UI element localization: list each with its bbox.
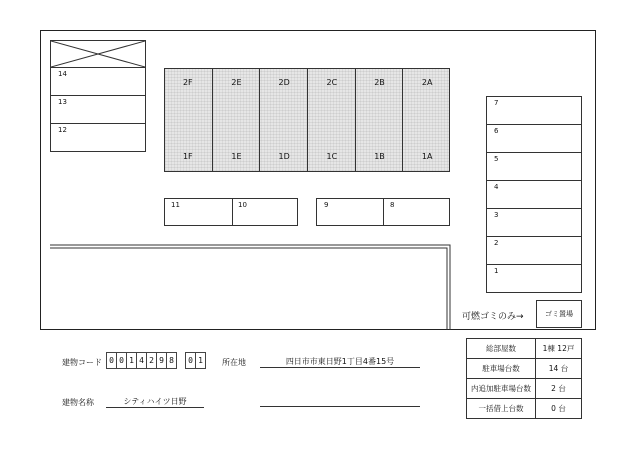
cross-mark-icon bbox=[51, 41, 145, 67]
code-digit-cell: 2 bbox=[146, 352, 157, 369]
summary-value: 14 台 bbox=[536, 359, 582, 379]
summary-label: 駐車場台数 bbox=[467, 359, 536, 379]
code-suffix-cell: 0 bbox=[185, 352, 196, 369]
address-label: 所在地 bbox=[222, 358, 246, 367]
building-unit-column bbox=[164, 68, 212, 172]
summary-label: 総部屋数 bbox=[467, 339, 536, 359]
summary-value: 2 台 bbox=[536, 379, 582, 399]
code-digit-cell: 8 bbox=[166, 352, 177, 369]
unit-upper-label: 2F bbox=[182, 78, 193, 87]
parking-lot-label: 2 bbox=[494, 239, 499, 247]
code-digit-cell: 9 bbox=[156, 352, 167, 369]
unit-lower-label: 1F bbox=[182, 152, 193, 161]
parking-lot-label: 12 bbox=[58, 126, 67, 134]
code-digit-cell: 1 bbox=[126, 352, 137, 369]
parking-lot-label: 13 bbox=[58, 98, 67, 106]
building-unit-column bbox=[212, 68, 260, 172]
code-digit-cell: 0 bbox=[106, 352, 117, 369]
unit-upper-label: 2D bbox=[278, 78, 290, 87]
parking-lot-label: 14 bbox=[58, 70, 67, 78]
parking-lot-label: 6 bbox=[494, 127, 499, 135]
code-digit-cell: 4 bbox=[136, 352, 147, 369]
summary-table bbox=[466, 338, 582, 419]
parking-lot-3 bbox=[486, 208, 582, 237]
parking-lot-label: 5 bbox=[494, 155, 499, 163]
unit-lower-label: 1D bbox=[278, 152, 290, 161]
parking-lot-label: 7 bbox=[494, 99, 499, 107]
parking-lot-12 bbox=[50, 123, 146, 152]
parking-lot-label: 10 bbox=[238, 201, 247, 209]
garbage-note: 可燃ゴミのみ→ bbox=[462, 312, 524, 322]
blank-underline bbox=[260, 406, 420, 407]
building-unit-column bbox=[402, 68, 450, 172]
parking-lot-1 bbox=[486, 264, 582, 293]
parking-lot-label: 11 bbox=[171, 201, 180, 209]
parking-lot-label: 4 bbox=[494, 183, 499, 191]
summary-label: 内追加駐車場台数 bbox=[467, 379, 536, 399]
parking-lot-9 bbox=[316, 198, 384, 226]
unit-upper-label: 2C bbox=[326, 78, 338, 87]
parking-lot-label: 8 bbox=[390, 201, 395, 209]
summary-value: 1棟 12戸 bbox=[536, 339, 582, 359]
parking-lot-14 bbox=[50, 67, 146, 96]
summary-row bbox=[467, 339, 582, 359]
building-unit-column bbox=[259, 68, 307, 172]
parking-lot-2 bbox=[486, 236, 582, 265]
parking-lot-5 bbox=[486, 152, 582, 181]
summary-label: 一括借上台数 bbox=[467, 399, 536, 419]
code-suffix-cell: 1 bbox=[195, 352, 206, 369]
summary-row bbox=[467, 379, 582, 399]
unit-upper-label: 2E bbox=[231, 78, 242, 87]
parking-lot-4 bbox=[486, 180, 582, 209]
unit-upper-label: 2B bbox=[374, 78, 385, 87]
parking-lot-13 bbox=[50, 95, 146, 124]
address-value: 四日市市東日野1丁目4番15号 bbox=[260, 356, 420, 368]
parking-lot-10 bbox=[232, 198, 298, 226]
parking-lot-label: 1 bbox=[494, 267, 499, 275]
parking-lot-6 bbox=[486, 124, 582, 153]
building-unit-column bbox=[307, 68, 355, 172]
unit-upper-label: 2A bbox=[421, 78, 433, 87]
unit-lower-label: 1B bbox=[374, 152, 385, 161]
building-unit-column bbox=[355, 68, 403, 172]
crossed-out-area bbox=[50, 40, 146, 68]
building-name-label: 建物名称 bbox=[62, 398, 94, 407]
building-code-label: 建物コード bbox=[62, 358, 102, 367]
building-name-value: シティハイツ日野 bbox=[106, 396, 204, 408]
summary-row bbox=[467, 399, 582, 419]
code-digit-cell: 0 bbox=[116, 352, 127, 369]
summary-value: 0 台 bbox=[536, 399, 582, 419]
parking-lot-label: 3 bbox=[494, 211, 499, 219]
parking-lot-7 bbox=[486, 96, 582, 125]
unit-lower-label: 1A bbox=[421, 152, 433, 161]
parking-lot-8 bbox=[383, 198, 450, 226]
unit-lower-label: 1C bbox=[326, 152, 338, 161]
road-lines bbox=[40, 240, 460, 332]
parking-lot-label: 9 bbox=[324, 201, 329, 209]
unit-lower-label: 1E bbox=[231, 152, 242, 161]
garbage-area: ゴミ置場 bbox=[536, 300, 582, 328]
summary-row bbox=[467, 359, 582, 379]
parking-lot-11 bbox=[164, 198, 233, 226]
